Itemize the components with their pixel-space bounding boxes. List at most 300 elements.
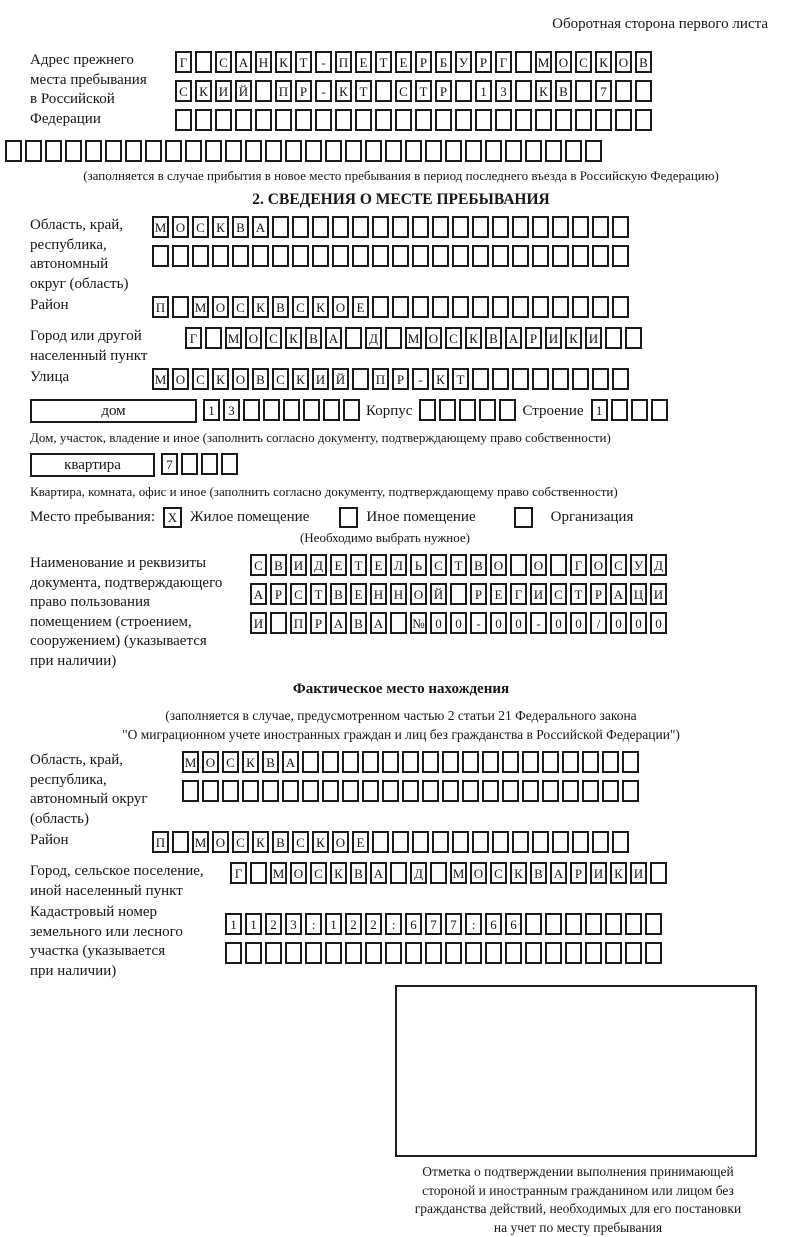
char-cell[interactable] — [572, 216, 589, 238]
char-cell[interactable] — [492, 216, 509, 238]
char-cell[interactable]: С — [395, 80, 412, 102]
char-cell[interactable] — [472, 368, 489, 390]
char-cell[interactable] — [645, 913, 662, 935]
char-cell[interactable]: - — [530, 612, 547, 634]
char-cell[interactable]: Е — [370, 554, 387, 576]
char-cell[interactable]: К — [565, 327, 582, 349]
char-cell[interactable] — [385, 942, 402, 964]
char-cell[interactable] — [550, 554, 567, 576]
char-cell[interactable] — [323, 399, 340, 421]
char-cell[interactable]: 1 — [591, 399, 608, 421]
char-cell[interactable] — [65, 140, 82, 162]
char-cell[interactable]: - — [412, 368, 429, 390]
char-cell[interactable]: В — [350, 862, 367, 884]
char-cell[interactable]: С — [250, 554, 267, 576]
char-cell[interactable] — [245, 942, 262, 964]
char-cell[interactable] — [512, 368, 529, 390]
char-cell[interactable] — [212, 245, 229, 267]
char-cell[interactable]: К — [595, 51, 612, 73]
char-cell[interactable]: С — [610, 554, 627, 576]
char-cell[interactable] — [412, 831, 429, 853]
char-cell[interactable] — [472, 831, 489, 853]
char-cell[interactable]: О — [172, 216, 189, 238]
char-cell[interactable] — [552, 296, 569, 318]
char-cell[interactable] — [390, 862, 407, 884]
char-cell[interactable] — [465, 140, 482, 162]
char-cell[interactable]: О — [425, 327, 442, 349]
char-cell[interactable] — [445, 140, 462, 162]
char-cell[interactable] — [225, 140, 242, 162]
char-cell[interactable] — [332, 245, 349, 267]
char-cell[interactable] — [45, 140, 62, 162]
char-cell[interactable]: М — [535, 51, 552, 73]
char-cell[interactable] — [232, 245, 249, 267]
char-cell[interactable]: К — [252, 831, 269, 853]
char-cell[interactable] — [615, 80, 632, 102]
char-cell[interactable]: О — [202, 751, 219, 773]
char-cell[interactable] — [165, 140, 182, 162]
char-cell[interactable] — [482, 780, 499, 802]
char-cell[interactable] — [262, 780, 279, 802]
char-cell[interactable]: 1 — [245, 913, 262, 935]
char-cell[interactable] — [625, 913, 642, 935]
char-cell[interactable] — [302, 751, 319, 773]
char-cell[interactable]: Т — [415, 80, 432, 102]
char-cell[interactable]: Г — [175, 51, 192, 73]
char-cell[interactable] — [525, 942, 542, 964]
char-cell[interactable]: Р — [415, 51, 432, 73]
char-cell[interactable] — [270, 612, 287, 634]
char-cell[interactable]: - — [470, 612, 487, 634]
char-cell[interactable] — [515, 109, 532, 131]
char-cell[interactable]: В — [270, 554, 287, 576]
char-cell[interactable]: О — [590, 554, 607, 576]
char-cell[interactable] — [322, 780, 339, 802]
char-cell[interactable]: 6 — [405, 913, 422, 935]
char-cell[interactable] — [552, 368, 569, 390]
char-cell[interactable]: 7 — [445, 913, 462, 935]
char-cell[interactable]: К — [312, 831, 329, 853]
char-cell[interactable] — [612, 245, 629, 267]
char-cell[interactable] — [445, 942, 462, 964]
char-cell[interactable] — [362, 780, 379, 802]
char-cell[interactable]: С — [222, 751, 239, 773]
char-cell[interactable]: О — [555, 51, 572, 73]
char-cell[interactable] — [345, 140, 362, 162]
char-cell[interactable] — [522, 751, 539, 773]
char-cell[interactable] — [545, 942, 562, 964]
char-cell[interactable] — [272, 245, 289, 267]
char-cell[interactable] — [390, 612, 407, 634]
char-cell[interactable]: Н — [255, 51, 272, 73]
char-cell[interactable] — [532, 368, 549, 390]
char-cell[interactable]: М — [192, 296, 209, 318]
char-cell[interactable] — [332, 216, 349, 238]
char-cell[interactable] — [185, 140, 202, 162]
char-cell[interactable]: Е — [355, 51, 372, 73]
char-cell[interactable] — [572, 368, 589, 390]
char-cell[interactable] — [592, 296, 609, 318]
char-cell[interactable] — [285, 140, 302, 162]
char-cell[interactable] — [455, 109, 472, 131]
char-cell[interactable] — [5, 140, 22, 162]
char-cell[interactable]: М — [270, 862, 287, 884]
char-cell[interactable]: М — [192, 831, 209, 853]
char-cell[interactable]: С — [232, 296, 249, 318]
char-cell[interactable]: И — [250, 612, 267, 634]
char-cell[interactable]: Е — [350, 583, 367, 605]
char-cell[interactable] — [265, 942, 282, 964]
char-cell[interactable] — [592, 245, 609, 267]
char-cell[interactable] — [452, 245, 469, 267]
char-cell[interactable]: О — [332, 831, 349, 853]
char-cell[interactable] — [412, 245, 429, 267]
char-cell[interactable] — [255, 109, 272, 131]
char-cell[interactable] — [592, 368, 609, 390]
char-cell[interactable]: Е — [395, 51, 412, 73]
char-cell[interactable]: Ц — [630, 583, 647, 605]
char-cell[interactable] — [345, 327, 362, 349]
char-cell[interactable]: К — [292, 368, 309, 390]
char-cell[interactable]: 3 — [223, 399, 240, 421]
char-cell[interactable]: П — [152, 831, 169, 853]
char-cell[interactable] — [432, 296, 449, 318]
char-cell[interactable]: С — [215, 51, 232, 73]
char-cell[interactable]: Р — [392, 368, 409, 390]
char-cell[interactable] — [622, 751, 639, 773]
char-cell[interactable] — [252, 245, 269, 267]
char-cell[interactable] — [582, 751, 599, 773]
char-cell[interactable] — [485, 140, 502, 162]
char-cell[interactable] — [365, 942, 382, 964]
char-cell[interactable] — [612, 368, 629, 390]
char-cell[interactable]: С — [290, 583, 307, 605]
char-cell[interactable] — [345, 942, 362, 964]
char-cell[interactable]: 7 — [425, 913, 442, 935]
char-cell[interactable] — [302, 780, 319, 802]
char-cell[interactable] — [172, 245, 189, 267]
char-cell[interactable]: 0 — [430, 612, 447, 634]
char-cell[interactable]: В — [262, 751, 279, 773]
char-cell[interactable] — [472, 216, 489, 238]
char-cell[interactable]: Т — [450, 554, 467, 576]
char-cell[interactable]: П — [372, 368, 389, 390]
char-cell[interactable] — [392, 216, 409, 238]
char-cell[interactable]: С — [292, 296, 309, 318]
char-cell[interactable]: Й — [332, 368, 349, 390]
char-cell[interactable]: С — [550, 583, 567, 605]
char-cell[interactable]: О — [332, 296, 349, 318]
char-cell[interactable]: М — [152, 216, 169, 238]
char-cell[interactable]: А — [250, 583, 267, 605]
char-cell[interactable] — [512, 831, 529, 853]
stay-option-checkbox-organization[interactable] — [514, 507, 533, 528]
char-cell[interactable]: Е — [490, 583, 507, 605]
char-cell[interactable] — [612, 831, 629, 853]
char-cell[interactable] — [545, 913, 562, 935]
char-cell[interactable]: К — [510, 862, 527, 884]
char-cell[interactable] — [255, 80, 272, 102]
char-cell[interactable]: К — [195, 80, 212, 102]
char-cell[interactable]: 0 — [450, 612, 467, 634]
char-cell[interactable] — [522, 780, 539, 802]
char-cell[interactable] — [235, 109, 252, 131]
char-cell[interactable] — [415, 109, 432, 131]
char-cell[interactable] — [402, 751, 419, 773]
char-cell[interactable]: О — [410, 583, 427, 605]
char-cell[interactable] — [532, 831, 549, 853]
char-cell[interactable]: Г — [570, 554, 587, 576]
char-cell[interactable] — [505, 942, 522, 964]
char-cell[interactable]: Т — [310, 583, 327, 605]
char-cell[interactable] — [422, 751, 439, 773]
char-cell[interactable] — [465, 942, 482, 964]
char-cell[interactable] — [205, 140, 222, 162]
char-cell[interactable] — [245, 140, 262, 162]
char-cell[interactable]: П — [335, 51, 352, 73]
char-cell[interactable]: С — [575, 51, 592, 73]
char-cell[interactable]: И — [290, 554, 307, 576]
char-cell[interactable]: Р — [435, 80, 452, 102]
char-cell[interactable]: В — [635, 51, 652, 73]
char-cell[interactable] — [455, 80, 472, 102]
char-cell[interactable] — [495, 109, 512, 131]
char-cell[interactable]: П — [290, 612, 307, 634]
char-cell[interactable]: К — [275, 51, 292, 73]
char-cell[interactable] — [343, 399, 360, 421]
char-cell[interactable] — [605, 942, 622, 964]
char-cell[interactable]: 1 — [203, 399, 220, 421]
char-cell[interactable]: М — [450, 862, 467, 884]
char-cell[interactable]: К — [330, 862, 347, 884]
char-cell[interactable] — [492, 368, 509, 390]
char-cell[interactable] — [532, 296, 549, 318]
char-cell[interactable] — [502, 751, 519, 773]
char-cell[interactable]: : — [465, 913, 482, 935]
char-cell[interactable] — [582, 780, 599, 802]
char-cell[interactable] — [432, 245, 449, 267]
char-cell[interactable]: 2 — [365, 913, 382, 935]
char-cell[interactable]: В — [470, 554, 487, 576]
char-cell[interactable] — [572, 831, 589, 853]
char-cell[interactable]: Р — [295, 80, 312, 102]
char-cell[interactable]: 3 — [285, 913, 302, 935]
char-cell[interactable] — [602, 780, 619, 802]
char-cell[interactable]: О — [530, 554, 547, 576]
char-cell[interactable] — [315, 109, 332, 131]
char-cell[interactable]: Н — [370, 583, 387, 605]
char-cell[interactable] — [372, 245, 389, 267]
char-cell[interactable]: / — [590, 612, 607, 634]
char-cell[interactable]: С — [310, 862, 327, 884]
char-cell[interactable]: И — [630, 862, 647, 884]
char-cell[interactable]: Р — [270, 583, 287, 605]
char-cell[interactable] — [442, 751, 459, 773]
char-cell[interactable]: В — [530, 862, 547, 884]
char-cell[interactable]: 0 — [550, 612, 567, 634]
char-cell[interactable]: : — [305, 913, 322, 935]
char-cell[interactable]: И — [530, 583, 547, 605]
char-cell[interactable]: О — [232, 368, 249, 390]
char-cell[interactable]: В — [305, 327, 322, 349]
char-cell[interactable]: С — [192, 216, 209, 238]
char-cell[interactable]: М — [225, 327, 242, 349]
char-cell[interactable]: И — [215, 80, 232, 102]
char-cell[interactable]: 0 — [490, 612, 507, 634]
char-cell[interactable]: У — [630, 554, 647, 576]
char-cell[interactable]: К — [535, 80, 552, 102]
char-cell[interactable]: Р — [570, 862, 587, 884]
char-cell[interactable] — [555, 109, 572, 131]
char-cell[interactable] — [375, 109, 392, 131]
char-cell[interactable] — [250, 862, 267, 884]
char-cell[interactable] — [472, 245, 489, 267]
char-cell[interactable]: А — [370, 862, 387, 884]
char-cell[interactable]: О — [290, 862, 307, 884]
char-cell[interactable]: К — [252, 296, 269, 318]
char-cell[interactable] — [292, 216, 309, 238]
char-cell[interactable]: Н — [390, 583, 407, 605]
char-cell[interactable]: С — [265, 327, 282, 349]
char-cell[interactable] — [595, 109, 612, 131]
char-cell[interactable] — [365, 140, 382, 162]
char-cell[interactable] — [575, 80, 592, 102]
char-cell[interactable] — [312, 245, 329, 267]
char-cell[interactable]: Г — [495, 51, 512, 73]
char-cell[interactable] — [352, 368, 369, 390]
char-cell[interactable] — [355, 109, 372, 131]
char-cell[interactable] — [242, 780, 259, 802]
char-cell[interactable]: К — [212, 368, 229, 390]
char-cell[interactable] — [192, 245, 209, 267]
char-cell[interactable] — [419, 399, 436, 421]
char-cell[interactable]: А — [325, 327, 342, 349]
char-cell[interactable] — [552, 216, 569, 238]
char-cell[interactable] — [552, 831, 569, 853]
char-cell[interactable] — [585, 913, 602, 935]
char-cell[interactable] — [263, 399, 280, 421]
char-cell[interactable] — [322, 751, 339, 773]
char-cell[interactable]: О — [470, 862, 487, 884]
char-cell[interactable]: У — [455, 51, 472, 73]
char-cell[interactable] — [450, 583, 467, 605]
char-cell[interactable]: К — [465, 327, 482, 349]
char-cell[interactable] — [439, 399, 456, 421]
char-cell[interactable] — [202, 780, 219, 802]
char-cell[interactable] — [342, 751, 359, 773]
char-cell[interactable] — [592, 216, 609, 238]
char-cell[interactable] — [412, 216, 429, 238]
char-cell[interactable]: Й — [430, 583, 447, 605]
char-cell[interactable]: С — [292, 831, 309, 853]
char-cell[interactable] — [515, 51, 532, 73]
char-cell[interactable]: А — [550, 862, 567, 884]
char-cell[interactable] — [412, 296, 429, 318]
char-cell[interactable]: 1 — [225, 913, 242, 935]
char-cell[interactable]: О — [172, 368, 189, 390]
char-cell[interactable]: № — [410, 612, 427, 634]
char-cell[interactable]: 2 — [265, 913, 282, 935]
char-cell[interactable] — [422, 780, 439, 802]
char-cell[interactable]: В — [232, 216, 249, 238]
char-cell[interactable] — [392, 831, 409, 853]
char-cell[interactable] — [222, 780, 239, 802]
char-cell[interactable]: О — [212, 296, 229, 318]
char-cell[interactable]: В — [555, 80, 572, 102]
char-cell[interactable] — [515, 80, 532, 102]
char-cell[interactable] — [525, 140, 542, 162]
char-cell[interactable]: А — [370, 612, 387, 634]
char-cell[interactable] — [352, 245, 369, 267]
char-cell[interactable]: Т — [295, 51, 312, 73]
char-cell[interactable] — [172, 296, 189, 318]
char-cell[interactable] — [372, 296, 389, 318]
char-cell[interactable] — [342, 780, 359, 802]
char-cell[interactable] — [612, 216, 629, 238]
char-cell[interactable]: Д — [365, 327, 382, 349]
char-cell[interactable]: Р — [525, 327, 542, 349]
char-cell[interactable] — [181, 453, 198, 475]
char-cell[interactable] — [265, 140, 282, 162]
char-cell[interactable]: К — [432, 368, 449, 390]
char-cell[interactable]: В — [485, 327, 502, 349]
char-cell[interactable] — [25, 140, 42, 162]
char-cell[interactable] — [432, 831, 449, 853]
char-cell[interactable] — [535, 109, 552, 131]
stay-option-checkbox-other[interactable] — [339, 507, 358, 528]
char-cell[interactable] — [85, 140, 102, 162]
char-cell[interactable]: 7 — [161, 453, 178, 475]
char-cell[interactable]: 0 — [610, 612, 627, 634]
char-cell[interactable]: Г — [185, 327, 202, 349]
char-cell[interactable] — [452, 831, 469, 853]
char-cell[interactable] — [612, 296, 629, 318]
char-cell[interactable] — [472, 296, 489, 318]
char-cell[interactable] — [435, 109, 452, 131]
char-cell[interactable] — [512, 245, 529, 267]
char-cell[interactable] — [605, 327, 622, 349]
char-cell[interactable] — [285, 942, 302, 964]
stay-option-checkbox-residential[interactable]: X — [163, 507, 182, 528]
char-cell[interactable]: В — [272, 831, 289, 853]
char-cell[interactable]: 2 — [345, 913, 362, 935]
char-cell[interactable]: И — [585, 327, 602, 349]
char-cell[interactable]: Д — [310, 554, 327, 576]
char-cell[interactable] — [292, 245, 309, 267]
char-cell[interactable]: : — [385, 913, 402, 935]
char-cell[interactable] — [392, 245, 409, 267]
char-cell[interactable] — [505, 140, 522, 162]
char-cell[interactable]: 0 — [510, 612, 527, 634]
char-cell[interactable] — [372, 216, 389, 238]
char-cell[interactable]: Й — [235, 80, 252, 102]
char-cell[interactable] — [565, 942, 582, 964]
char-cell[interactable]: Е — [330, 554, 347, 576]
char-cell[interactable]: А — [505, 327, 522, 349]
char-cell[interactable] — [402, 780, 419, 802]
char-cell[interactable] — [182, 780, 199, 802]
char-cell[interactable] — [462, 780, 479, 802]
char-cell[interactable] — [645, 942, 662, 964]
char-cell[interactable] — [392, 296, 409, 318]
char-cell[interactable] — [625, 942, 642, 964]
char-cell[interactable]: С — [232, 831, 249, 853]
char-cell[interactable] — [575, 109, 592, 131]
char-cell[interactable]: Т — [375, 51, 392, 73]
char-cell[interactable]: А — [610, 583, 627, 605]
char-cell[interactable]: О — [212, 831, 229, 853]
char-cell[interactable]: Т — [355, 80, 372, 102]
